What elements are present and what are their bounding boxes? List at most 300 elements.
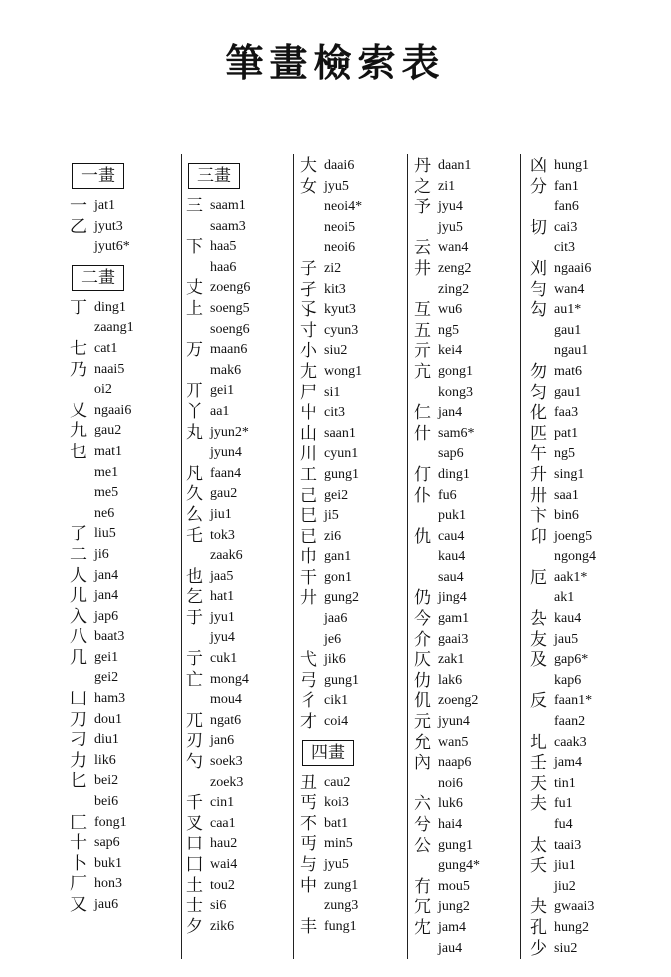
entry-jyutping: jing4 (438, 590, 467, 606)
index-entry (70, 339, 134, 360)
entry-jyutping: jam4 (438, 919, 466, 935)
entry-character: 勿 (530, 361, 547, 382)
entry-character: 屮 (300, 403, 317, 424)
entry-jyutping: me1 (94, 464, 119, 480)
column-divider (520, 154, 521, 959)
entry-jyutping: gung2 (324, 590, 359, 606)
entry-jyutping: wai4 (210, 857, 238, 872)
entry-jyutping: sap6 (94, 835, 120, 851)
index-entry (300, 814, 362, 835)
entry-jyutping: si6 (210, 898, 227, 914)
entry-jyutping: sau4 (438, 569, 464, 585)
entry-jyutping: zung3 (324, 898, 359, 914)
index-entry (300, 300, 362, 321)
index-entry (530, 280, 596, 301)
index-column-4 (414, 156, 480, 959)
entry-character: 亍 (186, 649, 203, 670)
index-entry (186, 711, 250, 732)
index-entry (300, 568, 362, 589)
entry-character: 厹 (530, 609, 547, 630)
index-entry (70, 813, 134, 834)
index-entry (414, 691, 480, 712)
index-entry (530, 465, 596, 486)
entry-jyutping: au1* (554, 302, 582, 318)
index-entry (300, 773, 362, 794)
entry-jyutping: hung1 (554, 158, 589, 173)
index-entry (414, 362, 480, 383)
entry-jyutping: cit3 (554, 240, 575, 256)
entry-character: 下 (186, 237, 203, 258)
entry-character: 反 (530, 691, 547, 712)
entry-jyutping: ngong4 (554, 549, 596, 565)
index-entry (414, 794, 480, 815)
entry-character: 九 (70, 421, 87, 442)
entry-jyutping: neoi4* (324, 199, 363, 215)
entry-jyutping: ngat6 (210, 712, 242, 728)
index-entry (186, 855, 250, 876)
index-entry (530, 506, 596, 527)
entry-jyutping: dou1 (94, 711, 122, 727)
entry-jyutping: puk1 (438, 508, 466, 524)
index-column-5 (530, 156, 596, 959)
entry-jyutping: ak1 (554, 590, 575, 606)
entry-jyutping: daan1 (438, 158, 472, 173)
entry-character: 不 (300, 813, 317, 834)
entry-character: 小 (300, 341, 317, 362)
entry-character: 仍 (414, 588, 431, 609)
index-entry (70, 421, 134, 442)
entry-character: 化 (530, 403, 547, 424)
entry-jyutping: bei2 (94, 773, 119, 789)
index-entry (70, 504, 134, 525)
index-entry (414, 403, 480, 424)
entry-jyutping: hung2 (554, 919, 589, 935)
entry-jyutping: koi3 (324, 795, 349, 811)
index-entry (186, 731, 250, 752)
entry-jyutping: hat1 (210, 589, 235, 605)
index-entry (414, 897, 480, 918)
entry-jyutping: aa1 (210, 403, 230, 419)
entry-jyutping: kap6 (554, 672, 582, 688)
entry-character: 夬 (530, 897, 547, 918)
entry-character: 巾 (300, 547, 317, 568)
entry-character: 仁 (414, 403, 431, 424)
entry-character: 予 (414, 197, 431, 218)
entry-jyutping: lik6 (94, 752, 116, 768)
entry-character: 了 (70, 524, 87, 545)
entry-jyutping: kong3 (438, 384, 473, 400)
index-entry (186, 690, 250, 711)
index-entry (70, 463, 134, 484)
index-entry (186, 876, 250, 897)
entry-jyutping: ng5 (438, 322, 459, 338)
index-entry (300, 650, 362, 671)
entry-jyutping: sap6 (438, 446, 464, 462)
entry-character: 三 (186, 196, 203, 216)
column-divider (293, 154, 294, 959)
entry-character: 乂 (70, 400, 87, 421)
index-entry (530, 691, 596, 712)
entry-jyutping: diu1 (94, 732, 119, 748)
entry-jyutping: cat1 (94, 340, 118, 356)
entry-jyutping: faan2 (554, 714, 586, 730)
entry-jyutping: jaa5 (210, 568, 234, 584)
entry-character: 云 (414, 238, 431, 259)
index-entry (300, 424, 362, 445)
entry-character: 凡 (186, 463, 203, 484)
entry-jyutping: gong1 (438, 363, 473, 379)
index-entry (530, 321, 596, 342)
entry-character: 刈 (530, 258, 547, 279)
entry-jyutping: jau5 (554, 631, 579, 647)
index-entry (414, 568, 480, 589)
entry-character: 干 (300, 567, 317, 588)
entry-jyutping: zung1 (324, 877, 359, 893)
entry-character: 囗 (186, 855, 203, 875)
entry-character: 几 (70, 647, 87, 668)
index-entry (530, 753, 596, 774)
entry-character: 互 (414, 300, 431, 321)
index-entry (186, 670, 250, 691)
entry-jyutping: ngau1 (554, 343, 589, 359)
index-entry (186, 567, 250, 588)
entry-jyutping: jik6 (324, 652, 346, 668)
entry-jyutping: kei4 (438, 343, 463, 359)
index-entry (414, 383, 480, 404)
index-entry (186, 237, 250, 258)
entry-jyutping: jyu5 (324, 857, 349, 872)
index-entry (186, 649, 250, 670)
index-entry (414, 547, 480, 568)
entry-jyutping: saa1 (554, 487, 579, 503)
entry-character: 仂 (414, 670, 431, 691)
entry-jyutping: fong1 (94, 814, 127, 830)
entry-character: 天 (530, 773, 547, 794)
stroke-section-header (186, 156, 250, 196)
entry-character: 中 (300, 875, 317, 896)
index-entry (300, 630, 362, 651)
index-entry (414, 918, 480, 939)
entry-character: 土 (186, 875, 203, 896)
index-entry (70, 360, 134, 381)
entry-character: 夫 (530, 794, 547, 815)
stroke-count-label: 二畫 (72, 265, 124, 291)
index-entry (300, 855, 362, 876)
entry-character: 上 (186, 298, 203, 319)
entry-jyutping: jyu5 (324, 178, 349, 194)
entry-jyutping: gap6* (554, 652, 589, 668)
index-entry (70, 874, 134, 895)
entry-character: 卜 (70, 853, 87, 874)
entry-character: 少 (530, 938, 547, 959)
entry-character: 孓 (300, 300, 317, 321)
entry-jyutping: fan6 (554, 199, 579, 215)
entry-character: 叉 (186, 813, 203, 834)
entry-jyutping: fung1 (324, 918, 357, 934)
index-entry (414, 753, 480, 774)
index-entry (300, 465, 362, 486)
entry-jyutping: noi6 (438, 775, 463, 791)
entry-jyutping: cik1 (324, 693, 349, 709)
entry-character: 十 (70, 833, 87, 854)
index-entry (530, 156, 596, 177)
entry-character: 今 (414, 609, 431, 630)
entry-jyutping: jam4 (554, 755, 582, 771)
index-entry (70, 854, 134, 875)
entry-jyutping: sing1 (554, 466, 585, 482)
index-entry (414, 588, 480, 609)
index-entry (186, 484, 250, 505)
index-entry (70, 524, 134, 545)
entry-jyutping: jau4 (438, 940, 463, 956)
entry-jyutping: cin1 (210, 795, 235, 811)
index-entry (414, 197, 480, 218)
entry-character: 己 (300, 485, 317, 506)
entry-jyutping: hai4 (438, 817, 463, 832)
entry-jyutping: buk1 (94, 855, 122, 871)
index-entry (186, 381, 250, 402)
entry-jyutping: joeng5 (554, 528, 593, 544)
entry-jyutping: zaang1 (94, 320, 134, 336)
entry-jyutping: cai3 (554, 219, 578, 235)
entry-jyutping: gung1 (324, 466, 359, 482)
entry-jyutping: hau2 (210, 836, 238, 852)
index-entry (530, 671, 596, 692)
index-entry (530, 588, 596, 609)
column-divider (407, 154, 408, 959)
entry-character: 五 (414, 320, 431, 341)
index-entry (530, 815, 596, 836)
entry-character: 女 (300, 176, 317, 197)
index-entry (530, 444, 596, 465)
entry-character: 丫 (186, 401, 203, 422)
entry-character: 夭 (530, 856, 547, 877)
entry-character: 刁 (70, 730, 87, 751)
entry-character: 匀 (530, 382, 547, 403)
entry-jyutping: pat1 (554, 425, 579, 441)
entry-jyutping: baat3 (94, 629, 125, 645)
entry-character: 六 (414, 794, 431, 815)
entry-character: 友 (530, 629, 547, 650)
entry-jyutping: taai3 (554, 837, 582, 853)
entry-jyutping: kit3 (324, 281, 346, 297)
index-entry (186, 608, 250, 629)
index-entry (300, 218, 362, 239)
index-entry (530, 939, 596, 960)
entry-jyutping: caak3 (554, 734, 587, 750)
index-entry (186, 443, 250, 464)
index-entry (300, 197, 362, 218)
entry-jyutping: zoeng2 (438, 693, 479, 709)
entry-character: 勾 (530, 300, 547, 321)
index-entry (186, 402, 250, 423)
entry-jyutping: bin6 (554, 508, 579, 524)
entry-jyutping: gan1 (324, 549, 352, 565)
index-entry (70, 895, 134, 916)
index-entry (70, 627, 134, 648)
index-entry (530, 383, 596, 404)
entry-character: 已 (300, 526, 317, 547)
entry-jyutping: ham3 (94, 691, 126, 707)
index-entry (414, 424, 480, 445)
index-entry (70, 710, 134, 731)
entry-jyutping: haa5 (210, 239, 237, 255)
index-entry (186, 896, 250, 917)
index-entry (70, 668, 134, 689)
entry-character: 冗 (414, 897, 431, 918)
entry-character: 才 (300, 712, 317, 733)
index-entry (300, 527, 362, 548)
entry-character: 允 (414, 732, 431, 753)
entry-character: 仆 (414, 485, 431, 506)
entry-character: 丐 (300, 793, 317, 814)
index-entry (186, 773, 250, 794)
index-entry (186, 814, 250, 835)
index-entry (414, 671, 480, 692)
entry-jyutping: je6 (324, 631, 342, 647)
entry-jyutping: jyut3 (94, 218, 123, 234)
entry-jyutping: zing2 (438, 281, 470, 297)
entry-jyutping: bei6 (94, 794, 119, 810)
index-entry (300, 588, 362, 609)
index-entry (414, 218, 480, 239)
entry-character: 孔 (530, 917, 547, 938)
entry-jyutping: jiu2 (554, 878, 576, 894)
index-entry (186, 278, 250, 299)
index-entry (414, 238, 480, 259)
entry-jyutping: cyun3 (324, 322, 359, 338)
entry-jyutping: zik6 (210, 918, 235, 934)
entry-jyutping: wu6 (438, 302, 463, 318)
entry-character: 子 (300, 258, 317, 279)
entry-jyutping: gau1 (554, 384, 582, 400)
index-entry (300, 712, 362, 733)
entry-jyutping: jiu1 (554, 858, 576, 874)
entry-character: 圠 (530, 732, 547, 753)
index-entry (70, 442, 134, 463)
entry-jyutping: jan6 (210, 733, 235, 749)
entry-jyutping: jung2 (438, 899, 470, 915)
entry-jyutping: gei1 (94, 649, 119, 665)
column-divider (181, 154, 182, 959)
entry-character: 与 (300, 855, 317, 875)
index-entry (70, 545, 134, 566)
index-entry (186, 464, 250, 485)
entry-jyutping: tin1 (554, 775, 576, 791)
index-entry (530, 630, 596, 651)
entry-character: 乃 (70, 359, 87, 380)
entry-character: 什 (414, 423, 431, 444)
index-entry (300, 547, 362, 568)
entry-character: 尸 (300, 382, 317, 403)
entry-jyutping: ding1 (438, 466, 470, 482)
entry-character: 兮 (414, 815, 431, 835)
index-entry (530, 877, 596, 898)
index-entry (530, 897, 596, 918)
index-entry (414, 280, 480, 301)
entry-character: 冇 (414, 876, 431, 897)
stroke-section-header (70, 258, 134, 298)
entry-jyutping: maan6 (210, 342, 248, 358)
entry-jyutping: naai5 (94, 361, 125, 377)
entry-character: 也 (186, 566, 203, 587)
index-entry (70, 401, 134, 422)
entry-character: 冘 (414, 917, 431, 938)
entry-character: 一 (70, 196, 87, 216)
entry-character: 儿 (70, 586, 87, 607)
index-entry (70, 771, 134, 792)
index-entry (300, 917, 362, 938)
entry-jyutping: fu1 (554, 796, 573, 812)
index-entry (414, 939, 480, 960)
entry-character: 丸 (186, 422, 203, 443)
entry-jyutping: jan4 (94, 567, 119, 583)
entry-jyutping: jyun2* (210, 424, 249, 440)
entry-jyutping: zeng2 (438, 260, 472, 276)
entry-jyutping: zi6 (324, 528, 342, 544)
entry-character: 匚 (70, 812, 87, 833)
entry-jyutping: cau2 (324, 774, 351, 790)
entry-jyutping: jyu4 (210, 630, 235, 646)
entry-jyutping: jyun4 (438, 714, 470, 730)
entry-jyutping: faan4 (210, 465, 242, 481)
entry-character: 于 (186, 607, 203, 628)
entry-jyutping: gung1 (324, 672, 359, 688)
index-entry (70, 483, 134, 504)
index-entry (530, 650, 596, 671)
entry-jyutping: gung4* (438, 858, 480, 874)
index-entry (414, 321, 480, 342)
index-entry (300, 280, 362, 301)
index-column-1 (70, 156, 134, 916)
entry-character: 丁 (70, 297, 87, 318)
entry-character: 亡 (186, 669, 203, 690)
index-entry (300, 671, 362, 692)
entry-character: 元 (414, 712, 431, 733)
entry-character: 丏 (300, 834, 317, 855)
entry-character: 凶 (530, 156, 547, 176)
index-entry (186, 587, 250, 608)
entry-character: 之 (414, 176, 431, 197)
index-entry (414, 486, 480, 507)
index-entry (186, 793, 250, 814)
entry-character: 太 (530, 835, 547, 856)
entry-jyutping: jyu1 (210, 609, 235, 625)
entry-jyutping: gau1 (554, 322, 582, 338)
entry-character: 亓 (414, 341, 431, 362)
index-entry (300, 793, 362, 814)
entry-jyutping: min5 (324, 836, 353, 852)
index-entry (414, 156, 480, 177)
entry-jyutping: siu2 (324, 343, 348, 359)
index-entry (414, 774, 480, 795)
entry-jyutping: ding1 (94, 299, 126, 315)
index-entry (530, 733, 596, 754)
entry-jyutping: zoeng6 (210, 280, 251, 296)
index-entry (186, 752, 250, 773)
entry-jyutping: cau4 (438, 528, 465, 544)
entry-jyutping: mat1 (94, 443, 122, 459)
entry-jyutping: mak6 (210, 362, 242, 378)
index-entry (414, 300, 480, 321)
index-entry (530, 259, 596, 280)
index-entry (530, 403, 596, 424)
index-entry (300, 362, 362, 383)
entry-jyutping: soeng6 (210, 321, 250, 337)
entry-jyutping: hon3 (94, 876, 122, 892)
index-entry (300, 506, 362, 527)
index-entry (70, 648, 134, 669)
